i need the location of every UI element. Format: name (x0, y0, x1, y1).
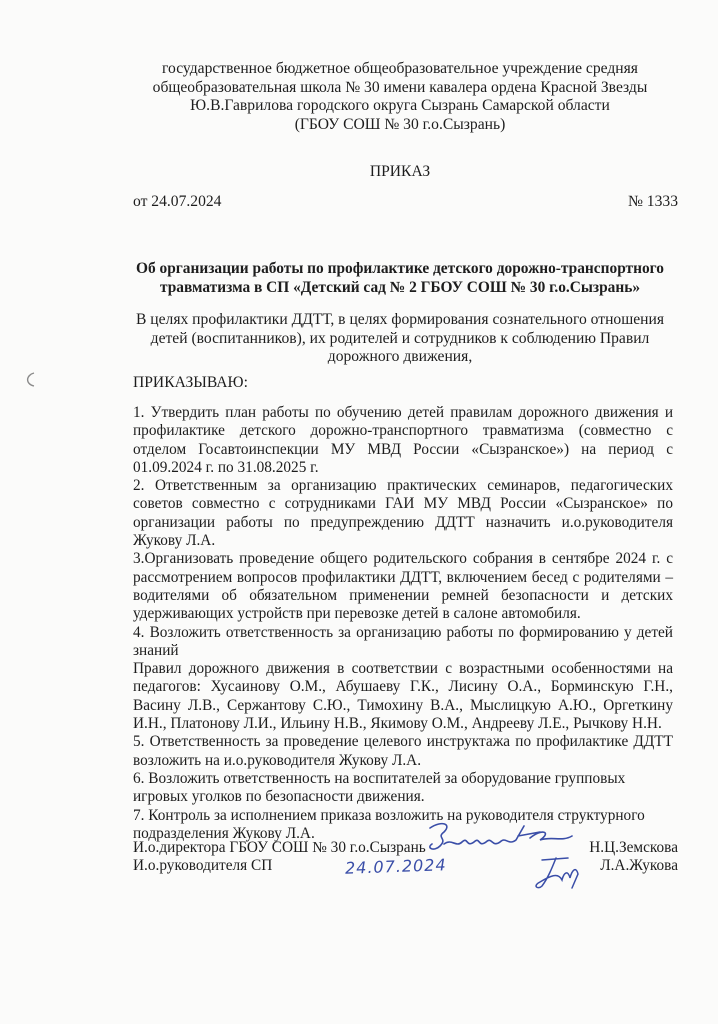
order-item-4-continued: Правил дорожного движения в соответствии с возрастными особенностями на педагогов: Хусаинову О.М., Абушаеву Г.К., Лисину О.А., Борминскую Г.Н., Васину Л.В., Сержантову С.Ю., Тимохину В.А., Мыслицкую А.Ю., Оргеткину И.Н., Платонову Л.И., Ильину Н.В., Якимову О.М., Андрееву Л.Е., Рычкову Н.Н. (133, 660, 673, 733)
institution-header (120, 60, 680, 134)
preamble-line: детей (воспитанников), их родителей и сотрудников к соблюдению Правил (150, 329, 650, 347)
director-role: И.о.директора ГБОУ СОШ № 30 г.о.Сызрань (133, 839, 426, 856)
order-item-6: 6. Возложить ответственность на воспитателей за оборудование групповых игровых уголков по безопасности движения. (133, 769, 626, 806)
document-title: ПРИКАЗ (369, 163, 431, 180)
director-sign-row (133, 839, 678, 857)
order-subject (120, 260, 680, 297)
preamble-line: В целях профилактики ДДТТ, в целях формирования сознательного отношения (135, 311, 665, 328)
order-number: № 1333 (628, 193, 678, 210)
signature-stroke (430, 824, 572, 849)
head-role: И.о.руководителя СП (133, 857, 273, 874)
order-item-4: 4. Возложить ответственность за организацию работы по формированию у детей знаний (133, 623, 673, 659)
order-preamble (120, 311, 680, 367)
head-name: Л.А.Жукова (600, 857, 678, 874)
order-item-7: 7. Контроль за исполнением приказа возложить на руководителя структурного подразделения Жукову Л.А. (133, 806, 645, 842)
subject-line: травматизма в СП «Детский сад № 2 ГБОУ СОШ № 30 г.о.Сызрань» (159, 278, 641, 296)
subject-line: Об организации работы по профилактике детского дорожно-транспортного (136, 260, 664, 277)
order-items (133, 404, 673, 843)
institution-line: (ГБОУ СОШ № 30 г.о.Сызрань) (294, 115, 506, 133)
order-item-2: 2. Ответственным за организацию практических семинаров, педагогических советов совместно с сотрудниками ГАИ МУ МВД России «Сызранское» по организации работы по предупреждению ДДТТ назначить и.о.руководителя Жукову Л.А. (133, 477, 673, 550)
institution-line: Ю.В.Гаврилова городского округа Сызрань Самарской области (190, 97, 610, 114)
institution-line: государственное бюджетное общеобразовательное учреждение средняя (162, 60, 638, 77)
preamble-line: дорожного движения, (327, 348, 473, 365)
institution-line: общеобразовательная школа № 30 имени кавалера ордена Красной Звезды (152, 78, 648, 96)
order-item-5: 5. Ответственность за проведение целевого инструктажа по профилактике ДДТТ возложить на и.о.руководителя Жукову Л.А. (133, 733, 673, 769)
signature-stroke (536, 858, 578, 888)
order-directive-word: ПРИКАЗЫВАЮ: (133, 374, 248, 391)
handwritten-date: 24.07.2024 (344, 855, 447, 878)
head-handwritten-signature (528, 852, 588, 892)
order-item-1: 1. Утвердить план работы по обучению детей правилам дорожного движения и профилактике детского дорожно-транспортного травматизма (совместно с отделом Госавтоинспекции МУ МВД России «Сызранское») на период с 01.09.2024 г. по 31.08.2025 г. (133, 404, 673, 476)
order-item-3: 3.Организовать проведение общего родительского собрания в сентябре 2024 г. с рассмотрением вопросов профилактики ДДТТ, включением бесед с родителями – водителями об обязательном применении ремней безопасности и детских удерживающих устройств при перевозке детей в салоне автомобиля. (133, 550, 673, 623)
scan-hole-punch-mark (22, 370, 42, 390)
order-date: от 24.07.2024 (133, 193, 222, 210)
director-name: Н.Ц.Земскова (589, 839, 678, 856)
